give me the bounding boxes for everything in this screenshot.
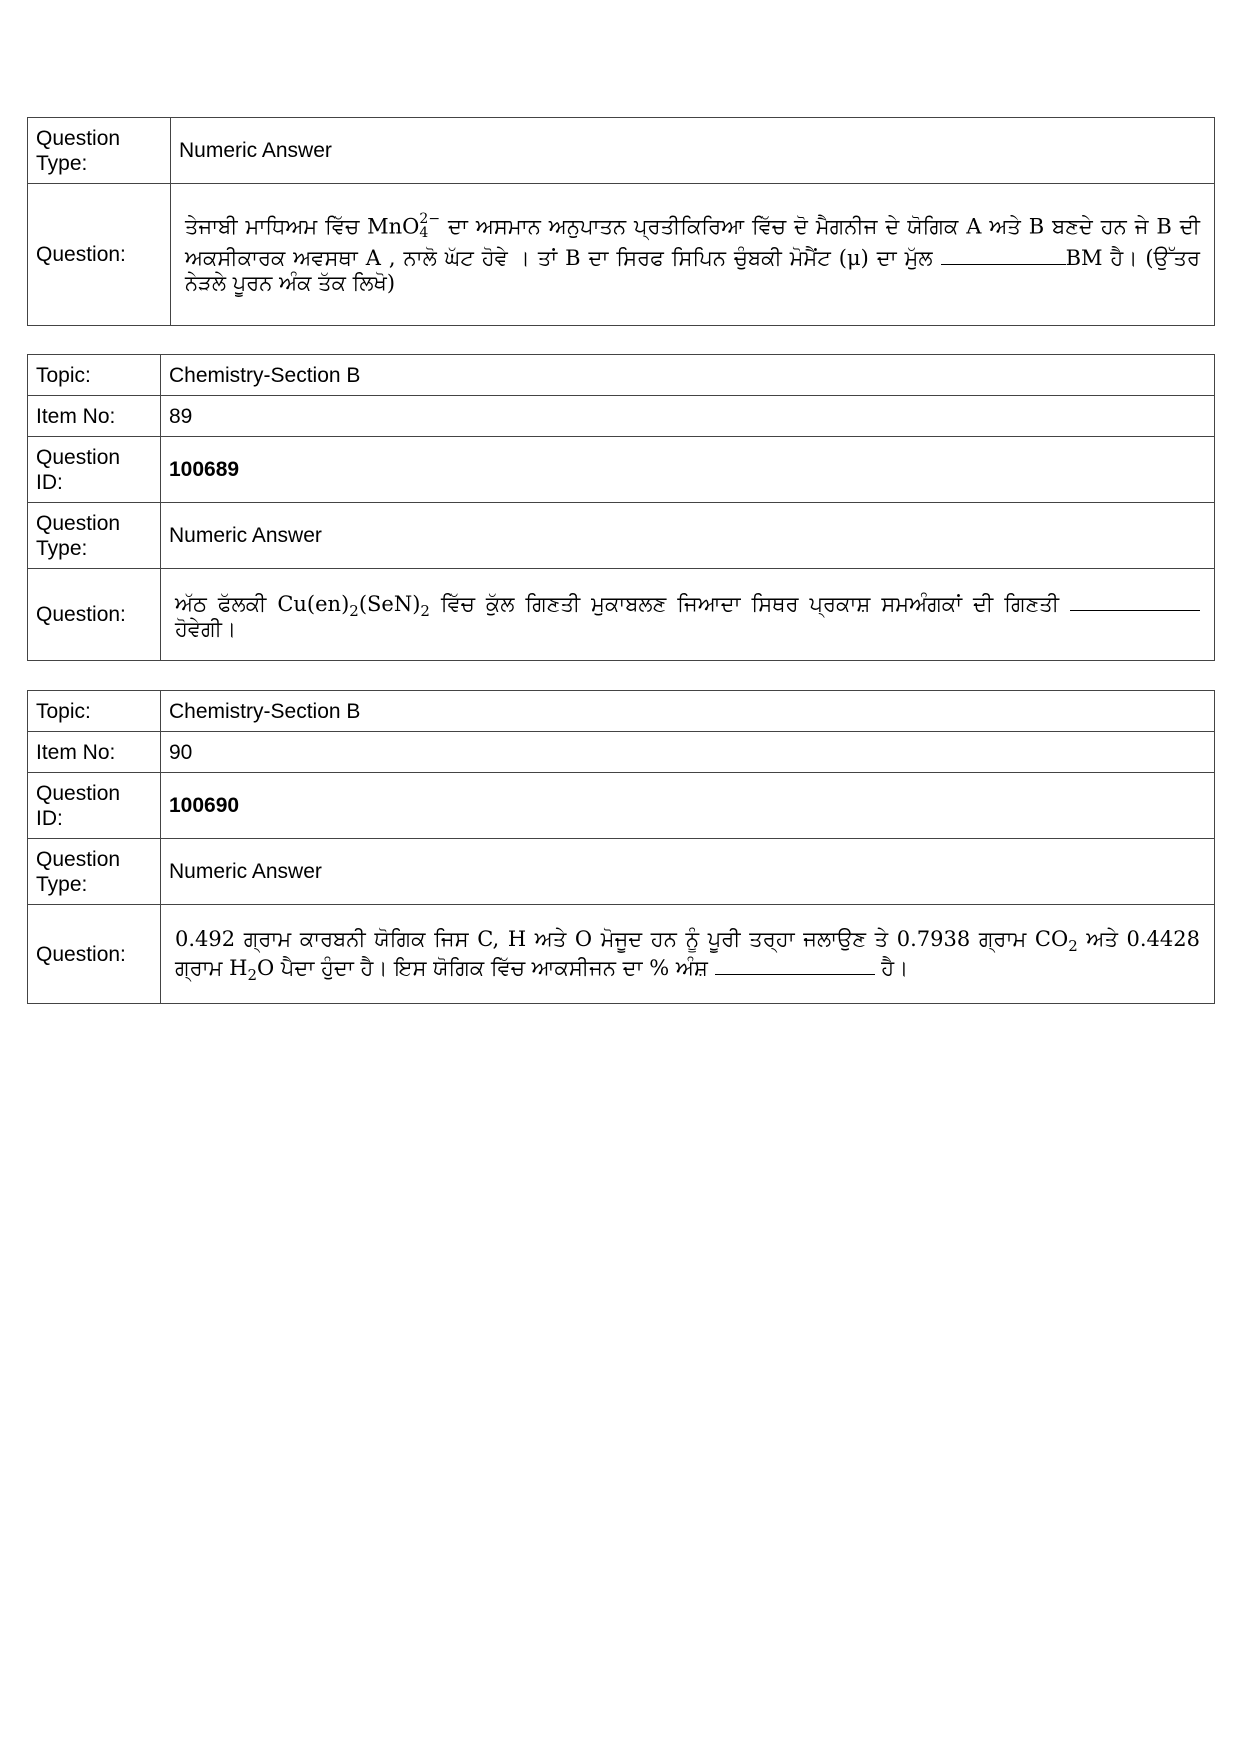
question-type-label: Question Type: <box>28 503 161 569</box>
row-question <box>28 569 1215 661</box>
question-type-value: Numeric Answer <box>161 839 1215 905</box>
question-text: 0.492 ਗ੍ਰਾਮ ਕਾਰਬਨੀ ਯੋਗਿਕ ਜਿਸ C, H ਅਤੇ O ਮੋਜੂਦ ਹਨ ਨੂੰ ਪੂਰੀ ਤਰ੍ਹਾ ਜਲਾਉਣ ਤੇ 0.7938 ਗ੍ਰਾਮ $CO_2$ ਅਤੇ 0.4428 ਗ੍ਰਾਮ $H_2O$ ਪੈਦਾ ਹੁੰਦਾ ਹੈ। ਇਸ ਯੋਗਿਕ ਵਿੱਚ ਆਕਸੀਜਨ ਦਾ % ਅੰਸ਼ ਹੈ। <box>161 905 1215 1004</box>
topic-label: Topic: <box>28 691 161 732</box>
item-no-value: 89 <box>161 396 1215 437</box>
question-type-label: Question Type: <box>28 118 171 184</box>
question-id-value: 100690 <box>161 773 1215 839</box>
row-question-type <box>28 839 1215 905</box>
answer-blank <box>941 242 1066 265</box>
question-id-value: 100689 <box>161 437 1215 503</box>
question-id-label: Question ID: <box>28 773 161 839</box>
answer-blank <box>715 952 875 975</box>
question-text: ਤੇਜਾਬੀ ਮਾਧਿਅਮ ਵਿੱਚ MnO 2− 4 ਦਾ ਅਸਮਾਨ ਅਨੁਪਾਤਨ ਪ੍ਰਤੀਕਿਰਿਆ ਵਿੱਚ ਦੋ ਮੈਗਨੀਜ ਦੇ ਯੋਗਿਕ A ਅਤੇ B ਬਣਦੇ ਹਨ ਜੇ B ਦੀ ਅਕਸੀਕਾਰਕ ਅਵਸਥਾ A , ਨਾਲੋ ਘੱਟ ਹੋਵੇ । ਤਾਂ B ਦਾ ਸਿਰਫ ਸਿਪਿਨ ਚੁੰਬਕੀ ਮੋਮੈਂਟ (μ) ਦਾ ਮੁੱਲ BM ਹੈ। (ਉੱਤਰ ਨੇੜਲੇ ਪੂਰਨ ਅੰਕ ਤੱਕ ਲਿਖੋ) <box>171 184 1215 326</box>
topic-label: Topic: <box>28 355 161 396</box>
item-no-label: Item No: <box>28 732 161 773</box>
question-type-value: Numeric Answer <box>171 118 1215 184</box>
question-table-2 <box>27 354 1215 661</box>
question-type-value: Numeric Answer <box>161 503 1215 569</box>
question-label: Question: <box>28 905 161 1004</box>
row-question-id <box>28 437 1215 503</box>
row-question-type <box>28 503 1215 569</box>
row-question <box>28 184 1215 326</box>
row-topic <box>28 691 1215 732</box>
question-text: ਅੱਠ ਫੱਲਕੀ $Cu(en)_2(SeN)_2$ ਵਿੱਚ ਕੁੱਲ ਗਿਣਤੀ ਮੁਕਾਬਲਣ ਜਿਆਦਾ ਸਿਥਰ ਪ੍ਰਕਾਸ਼ ਸਮਅੰਗਕਾਂ ਦੀ ਗਿਣਤੀ ਹੋਵੇਗੀ। <box>161 569 1215 661</box>
answer-blank <box>1070 588 1200 611</box>
question-id-label: Question ID: <box>28 437 161 503</box>
question-table-3 <box>27 690 1215 1004</box>
row-question-type <box>28 118 1215 184</box>
permanganate-charge: 2− 4 <box>419 210 441 241</box>
row-question <box>28 905 1215 1004</box>
row-topic <box>28 355 1215 396</box>
item-no-label: Item No: <box>28 396 161 437</box>
row-item-no <box>28 396 1215 437</box>
item-no-value: 90 <box>161 732 1215 773</box>
question-type-label: Question Type: <box>28 839 161 905</box>
topic-value: Chemistry-Section B <box>161 691 1215 732</box>
row-item-no <box>28 732 1215 773</box>
question-label: Question: <box>28 184 171 326</box>
row-question-id <box>28 773 1215 839</box>
question-table-1 <box>27 117 1215 326</box>
topic-value: Chemistry-Section B <box>161 355 1215 396</box>
question-label: Question: <box>28 569 161 661</box>
